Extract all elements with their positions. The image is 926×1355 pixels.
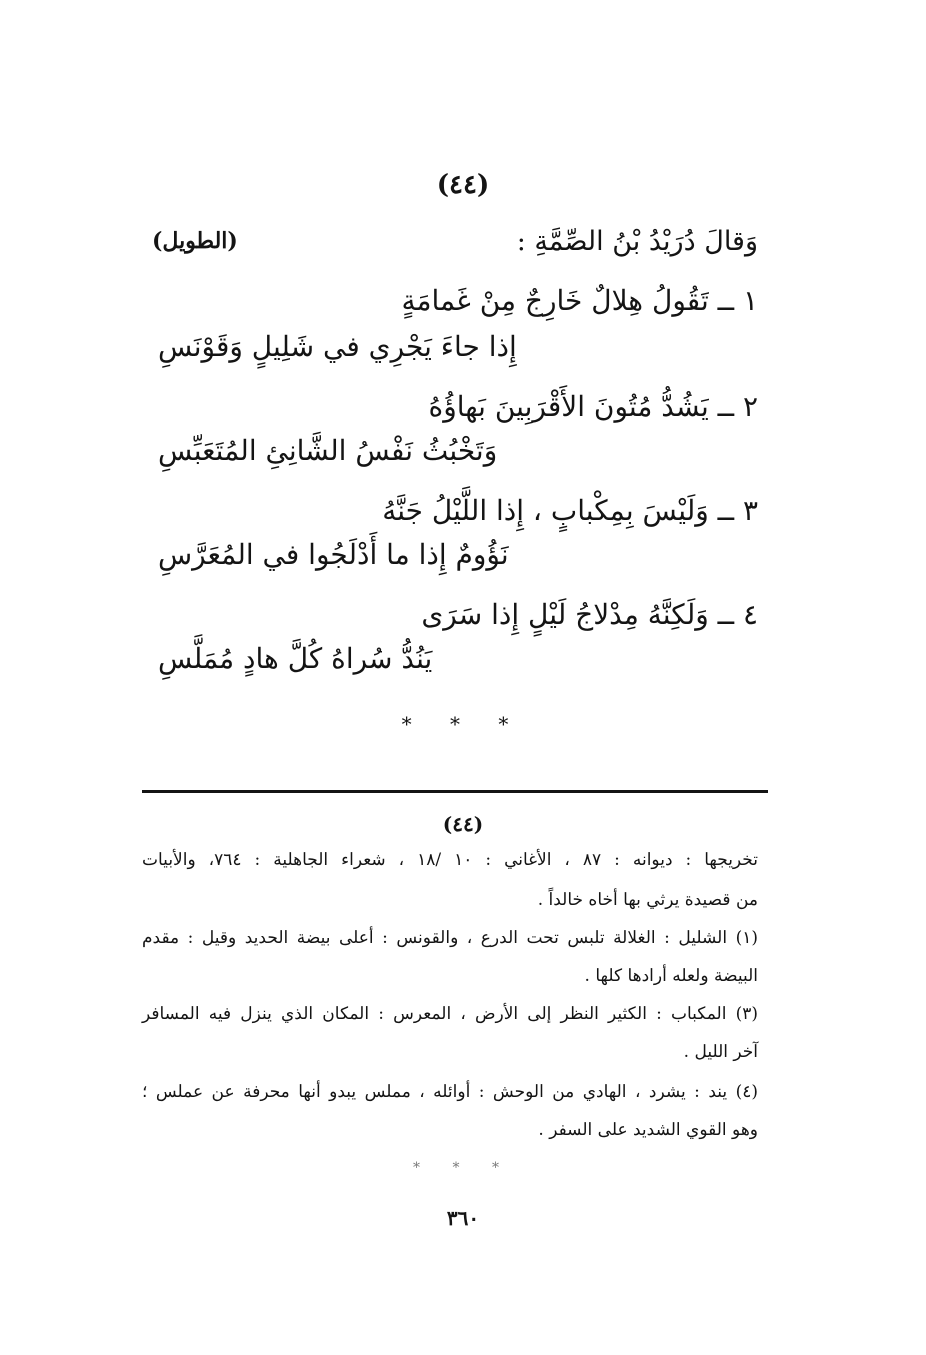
verse-1-first-hemistich: ١ ــ تَقُولُ هِلالٌ خَارِجٌ مِنْ غَمامَةٍ: [401, 284, 758, 317]
footnote-3-line-2: آخر الليل .: [683, 1042, 758, 1062]
verse-4-first-hemistich: ٤ ــ وَلَكِنَّهُ مِدْلاجُ لَيْلٍ إِذا سَرَى: [421, 598, 758, 631]
verse-3-second-hemistich: نَؤُومٌ إِذا ما أَدْلَجُوا في المُعَرَّسِ: [158, 538, 509, 571]
verse-3-first-hemistich: ٣ ــ وَلَيْسَ بِمِكْبابٍ ، إِذا اللَّيْلُ جَنَّهُ: [382, 494, 758, 527]
takhrij-line-1: تخريجها : ديوانه : ٨٧ ، الأغاني : ١٠ /١٨ ، شعراء الجاهلية : ٧٦٤، والأبيات: [142, 850, 759, 870]
verse-2-first-hemistich: ٢ ــ يَشُدُّ مُتُونَ الأَقْرَبِينَ بَهاؤُهُ: [428, 390, 758, 423]
takhrij-line-2: من قصيدة يرثي بها أخاه خالداً .: [537, 890, 758, 910]
footnote-1-line-2: البيضة ولعله أرادها كلها .: [584, 966, 758, 986]
section-separator: * * *: [401, 712, 525, 736]
footer-separator: * * *: [413, 1160, 513, 1176]
poem-number: (٤٤): [436, 170, 490, 200]
meter-label: (الطويل): [152, 228, 238, 254]
verse-4-second-hemistich: يَنُدُّ سُراهُ كُلَّ هادٍ مُمَلَّسِ: [158, 642, 433, 675]
poem-introduction: وَقالَ دُرَيْدُ بْنُ الصِّمَّةِ :: [516, 226, 758, 257]
footnote-poem-number: (٤٤): [442, 812, 484, 836]
page-number: ٣٦٠: [446, 1206, 480, 1230]
footnote-4-line-1: (٤) يند : يشرد ، الهادي من الوحش : أوائله ، مملس يبدو أنها محرفة عن عملس ؛: [142, 1082, 758, 1102]
footnote-1-line-1: (١) الشليل : الغلالة تلبس تحت الدرع ، والقونس : أعلى بيضة الحديد وقيل : مقدم: [142, 928, 758, 948]
verse-2-second-hemistich: وَتَخْبُثُ نَفْسُ الشَّانِئِ المُتَعَبِّسِ: [158, 434, 498, 467]
footnote-divider: [142, 790, 768, 793]
footnote-3-line-1: (٣) المكباب : الكثير النظر إلى الأرض ، المعرس : المكان الذي ينزل فيه المسافر: [142, 1004, 758, 1024]
footnote-4-line-2: وهو القوي الشديد على السفر .: [538, 1120, 758, 1140]
verse-1-second-hemistich: إِذا جاءَ يَجْرِي في شَلِيلٍ وَقَوْنَسِ: [158, 330, 517, 363]
